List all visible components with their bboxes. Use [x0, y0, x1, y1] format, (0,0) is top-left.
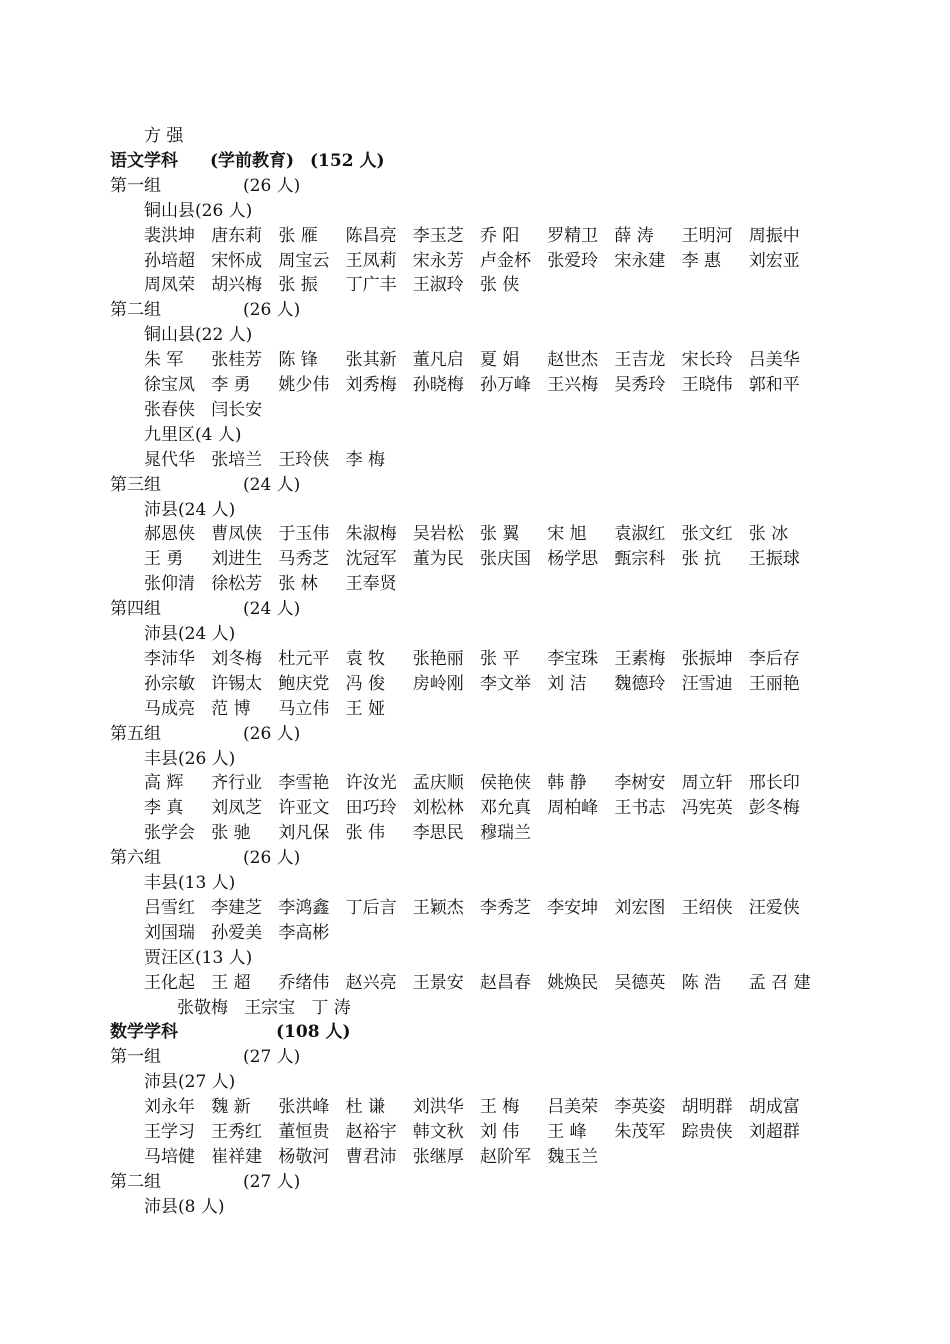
person-name: 张洪峰 [278, 1097, 330, 1118]
section-title: 数学学科 [110, 1022, 178, 1043]
person-name: 乔绪伟 [278, 972, 330, 993]
person-name: 李安坤 [547, 897, 599, 918]
person-name: 赵裕宇 [345, 1122, 397, 1142]
region-heading [144, 423, 241, 447]
person-name: 曹凤侠 [211, 524, 263, 545]
person-name: 宋 旭 [547, 524, 587, 545]
person-name: 王化起 [144, 972, 195, 993]
region-heading [144, 871, 235, 895]
person-name: 张仰清 [144, 574, 195, 595]
person-name: 李雪艳 [278, 773, 330, 794]
person-name: 裴洪坤 [144, 225, 195, 246]
person-name: 刘洪华 [412, 1097, 464, 1118]
region-label: 沛县(8 人) [144, 1196, 225, 1217]
section-subtitle: (学前教育) [210, 150, 295, 171]
person-name: 朱淑梅 [345, 524, 397, 545]
person-name: 王奉贤 [345, 574, 397, 595]
person-name: 刘冬梅 [211, 648, 263, 669]
group-count: (24 人) [243, 474, 301, 495]
person-name: 晁代华 [144, 449, 195, 470]
person-name: 杨敬河 [278, 1146, 330, 1167]
person-name: 杜元平 [278, 648, 330, 669]
person-name: 王明河 [681, 225, 733, 246]
person-name: 孙宗敏 [144, 673, 195, 694]
person-name: 王 娅 [345, 698, 385, 719]
group-label: 第五组 [110, 723, 161, 744]
person-name: 李 真 [144, 798, 184, 819]
person-name: 张 驰 [211, 823, 251, 844]
person-name: 丁 涛 [311, 997, 351, 1018]
person-name: 陈 浩 [681, 972, 721, 993]
person-name: 吕美荣 [547, 1097, 599, 1118]
person-name: 房岭刚 [412, 673, 464, 694]
person-name: 宋怀成 [211, 250, 263, 271]
person-name: 李 惠 [681, 250, 721, 271]
section-count: (152 人) [310, 150, 385, 171]
person-name: 李思民 [412, 823, 464, 844]
person-name: 刘松林 [412, 798, 464, 819]
person-name: 王吉龙 [614, 350, 666, 371]
person-name: 李宝珠 [547, 648, 599, 669]
person-name: 范 博 [211, 698, 251, 719]
region-heading [144, 622, 235, 646]
person-name: 穆瑞兰 [480, 823, 531, 844]
person-name: 孟庆顺 [412, 773, 464, 794]
group-label: 第六组 [110, 848, 161, 869]
person-name: 王丽艳 [748, 673, 800, 694]
person-name: 王淑玲 [412, 275, 464, 296]
person-name: 朱茂军 [614, 1122, 666, 1142]
person-name: 李文举 [480, 673, 531, 694]
person-name: 张文红 [681, 524, 733, 545]
person-name: 孟 召 建 [748, 972, 811, 993]
region-label: 沛县(24 人) [144, 624, 236, 644]
person-name: 李后存 [748, 648, 800, 669]
person-name: 张振坤 [681, 648, 733, 669]
person-name: 张春侠 [144, 399, 195, 420]
group-heading [110, 1170, 301, 1194]
person-name: 吕雪红 [144, 897, 195, 918]
person-name: 王 峰 [547, 1122, 587, 1142]
person-name: 张 振 [278, 275, 318, 296]
region-heading [144, 1070, 235, 1094]
person-name: 张 冰 [748, 524, 789, 545]
person-name: 姚少伟 [278, 375, 330, 395]
region-heading [144, 323, 252, 347]
person-name: 陈昌亮 [345, 225, 397, 246]
person-name: 崔祥建 [211, 1146, 263, 1167]
person-name: 赵昌春 [480, 972, 531, 993]
person-name: 韩文秋 [412, 1122, 464, 1142]
person-name: 罗精卫 [547, 225, 599, 246]
person-name: 卢金杯 [480, 250, 531, 271]
person-name: 于玉伟 [278, 524, 330, 545]
person-name: 鲍庆党 [278, 673, 330, 694]
region-label: 沛县(24 人) [144, 499, 236, 520]
person-name: 冯宪英 [681, 798, 733, 819]
person-name: 宋长玲 [681, 350, 733, 371]
section-title: 语文学科 [110, 150, 178, 171]
person-name: 刘 伟 [480, 1122, 520, 1142]
person-name: 踪贵侠 [681, 1122, 733, 1142]
person-name: 唐东莉 [211, 225, 263, 246]
person-name: 沈冠军 [345, 549, 397, 570]
person-name: 宋永芳 [412, 250, 464, 271]
person-name: 王凤莉 [345, 250, 397, 271]
group-label: 第二组 [110, 1171, 161, 1192]
section-count: (108 人) [276, 1022, 351, 1043]
person-name: 王 梅 [480, 1097, 520, 1118]
person-name: 吴德英 [614, 972, 666, 993]
group-heading [110, 1045, 301, 1069]
person-name: 张 翼 [480, 524, 520, 545]
group-count: (26 人) [243, 300, 301, 321]
person-name: 丁后言 [345, 897, 397, 918]
person-name: 刘 洁 [547, 673, 587, 694]
person-name: 曹君沛 [345, 1146, 397, 1167]
person-name: 郝恩侠 [144, 524, 195, 545]
person-name: 赵世杰 [547, 350, 599, 371]
person-name: 王兴梅 [547, 375, 599, 395]
region-label: 沛县(27 人) [144, 1072, 236, 1093]
person-name: 李英姿 [614, 1097, 666, 1118]
person-name: 周振中 [748, 225, 800, 246]
person-name: 李建芝 [211, 897, 263, 918]
person-name: 周立轩 [681, 773, 733, 794]
group-heading [110, 722, 301, 746]
person-name: 胡兴梅 [211, 275, 263, 296]
person-name: 乔 阳 [480, 225, 520, 246]
region-heading [144, 1195, 224, 1219]
person-name: 张庆国 [480, 549, 531, 570]
person-name: 张继厚 [412, 1146, 464, 1167]
person-name: 赵阶军 [480, 1146, 531, 1167]
person-name: 甄宗科 [614, 549, 666, 570]
person-name: 张培兰 [211, 449, 263, 470]
group-heading [110, 473, 301, 497]
person-name: 张其新 [345, 350, 397, 371]
group-heading [110, 174, 301, 198]
person-name: 刘凡保 [278, 823, 330, 844]
person-name: 李秀芝 [480, 897, 531, 918]
person-name: 袁淑红 [614, 524, 666, 545]
person-name: 刘超群 [748, 1122, 800, 1142]
person-name: 彭冬梅 [748, 798, 800, 819]
person-name: 李鸿鑫 [278, 897, 330, 918]
person-name: 方 强 [144, 126, 184, 146]
person-name: 王素梅 [614, 648, 666, 669]
person-name: 张 林 [278, 574, 318, 595]
group-count: (27 人) [243, 1171, 301, 1192]
person-name: 张 平 [480, 648, 520, 669]
person-name: 李沛华 [144, 648, 195, 669]
person-name: 王书志 [614, 798, 666, 819]
person-name: 田巧玲 [345, 798, 397, 819]
group-label: 第一组 [110, 1047, 161, 1068]
person-name: 高 辉 [144, 773, 184, 794]
person-name: 朱 军 [144, 350, 184, 371]
person-name: 董恒贵 [278, 1122, 330, 1142]
person-name: 宋永建 [614, 250, 666, 271]
person-name: 王 勇 [144, 549, 184, 570]
person-name: 王 超 [211, 972, 251, 993]
person-name: 张 侠 [480, 275, 520, 296]
person-name: 王宗宝 [244, 997, 296, 1018]
group-label: 第四组 [110, 599, 161, 620]
region-label: 贾汪区(13 人) [144, 947, 253, 968]
person-name: 王颖杰 [412, 897, 464, 918]
person-name: 闫长安 [211, 399, 263, 420]
person-name: 王学习 [144, 1122, 195, 1142]
group-count: (26 人) [243, 175, 301, 196]
person-name: 张艳丽 [412, 648, 464, 669]
person-name: 杜 谦 [345, 1097, 385, 1118]
group-label: 第二组 [110, 300, 161, 321]
person-name: 刘凤芝 [211, 798, 263, 819]
group-heading [110, 298, 301, 322]
person-name: 吴秀玲 [614, 375, 666, 395]
person-name: 周凤荣 [144, 275, 195, 296]
person-name: 刘宏亚 [748, 250, 800, 271]
person-name: 刘秀梅 [345, 375, 397, 395]
person-name: 刘永年 [144, 1097, 195, 1118]
person-name: 许汝光 [345, 773, 397, 794]
person-name: 张敬梅 [177, 997, 228, 1018]
person-name: 魏 新 [211, 1097, 251, 1118]
person-name: 李 梅 [345, 449, 385, 470]
person-name: 张 伟 [345, 823, 385, 844]
person-name: 许亚文 [278, 798, 330, 819]
region-label: 丰县(26 人) [144, 748, 236, 769]
person-name: 齐行业 [211, 773, 263, 794]
person-name: 孙万峰 [480, 375, 531, 395]
person-name: 杨学思 [547, 549, 599, 570]
person-name: 马秀芝 [278, 549, 330, 570]
person-name: 汪爱侠 [748, 897, 800, 918]
region-heading [144, 946, 252, 970]
group-heading [110, 597, 301, 621]
person-name: 刘宏图 [614, 897, 666, 918]
person-name: 李高彬 [278, 922, 330, 943]
person-name: 徐松芳 [211, 574, 263, 595]
person-name: 薛 涛 [614, 225, 654, 246]
person-name: 赵兴亮 [345, 972, 397, 993]
person-name: 侯艳侠 [480, 773, 531, 794]
person-name: 董为民 [412, 549, 464, 570]
person-name: 陈 锋 [278, 350, 318, 371]
person-name: 李树安 [614, 773, 666, 794]
person-name: 孙爱美 [211, 922, 263, 943]
group-count: (26 人) [243, 848, 301, 869]
person-name: 魏玉兰 [547, 1146, 599, 1167]
region-label: 铜山县(26 人) [144, 200, 253, 221]
person-name: 张学会 [144, 823, 195, 844]
region-heading [144, 747, 235, 771]
person-name: 王晓伟 [681, 375, 733, 395]
person-name: 胡成富 [748, 1097, 800, 1118]
person-name: 刘国瑞 [144, 922, 195, 943]
person-name: 夏 娟 [480, 350, 520, 371]
person-name: 王秀红 [211, 1122, 263, 1142]
person-name: 张 抗 [681, 549, 721, 570]
group-label: 第一组 [110, 175, 161, 196]
person-name: 李玉芝 [412, 225, 464, 246]
person-name: 马成亮 [144, 698, 195, 719]
person-name: 郭和平 [748, 375, 800, 395]
person-name: 董凡启 [412, 350, 464, 371]
region-label: 九里区(4 人) [144, 424, 242, 445]
person-name: 吕美华 [748, 350, 800, 371]
person-name: 刘进生 [211, 549, 263, 570]
person-name: 马培健 [144, 1146, 195, 1167]
person-name: 王景安 [412, 972, 464, 993]
group-count: (26 人) [243, 723, 301, 744]
person-name: 王玲侠 [278, 449, 330, 470]
person-name: 周宝云 [278, 250, 330, 271]
person-name: 邓允真 [480, 798, 531, 819]
person-name: 周柏峰 [547, 798, 599, 819]
region-label: 丰县(13 人) [144, 873, 236, 893]
person-name: 李 勇 [211, 375, 251, 395]
person-name: 邢长印 [748, 773, 800, 794]
person-name: 张爱玲 [547, 250, 599, 271]
person-name: 魏德玲 [614, 673, 666, 694]
person-name: 许锡太 [211, 673, 263, 694]
person-name: 徐宝凤 [144, 375, 195, 395]
person-name: 冯 俊 [345, 673, 385, 694]
person-name: 韩 静 [547, 773, 587, 794]
person-name: 王绍侠 [681, 897, 733, 918]
person-name: 吴岩松 [412, 524, 464, 545]
group-label: 第三组 [110, 474, 161, 495]
region-label: 铜山县(22 人) [144, 325, 253, 346]
person-name: 袁 牧 [345, 648, 385, 669]
person-name: 张 雁 [278, 225, 318, 246]
group-count: (27 人) [243, 1047, 301, 1068]
person-name: 孙培超 [144, 250, 195, 271]
person-name: 张桂芳 [211, 350, 263, 371]
person-name: 姚焕民 [547, 972, 599, 993]
person-name: 丁广丰 [345, 275, 397, 296]
person-name: 孙晓梅 [412, 375, 464, 395]
person-name: 汪雪迪 [681, 673, 733, 694]
region-heading [144, 199, 252, 223]
person-name: 胡明群 [681, 1097, 733, 1118]
group-heading [110, 846, 301, 870]
region-heading [144, 498, 235, 522]
person-name: 马立伟 [278, 698, 330, 719]
group-count: (24 人) [243, 599, 301, 620]
person-name: 王振球 [748, 549, 800, 570]
